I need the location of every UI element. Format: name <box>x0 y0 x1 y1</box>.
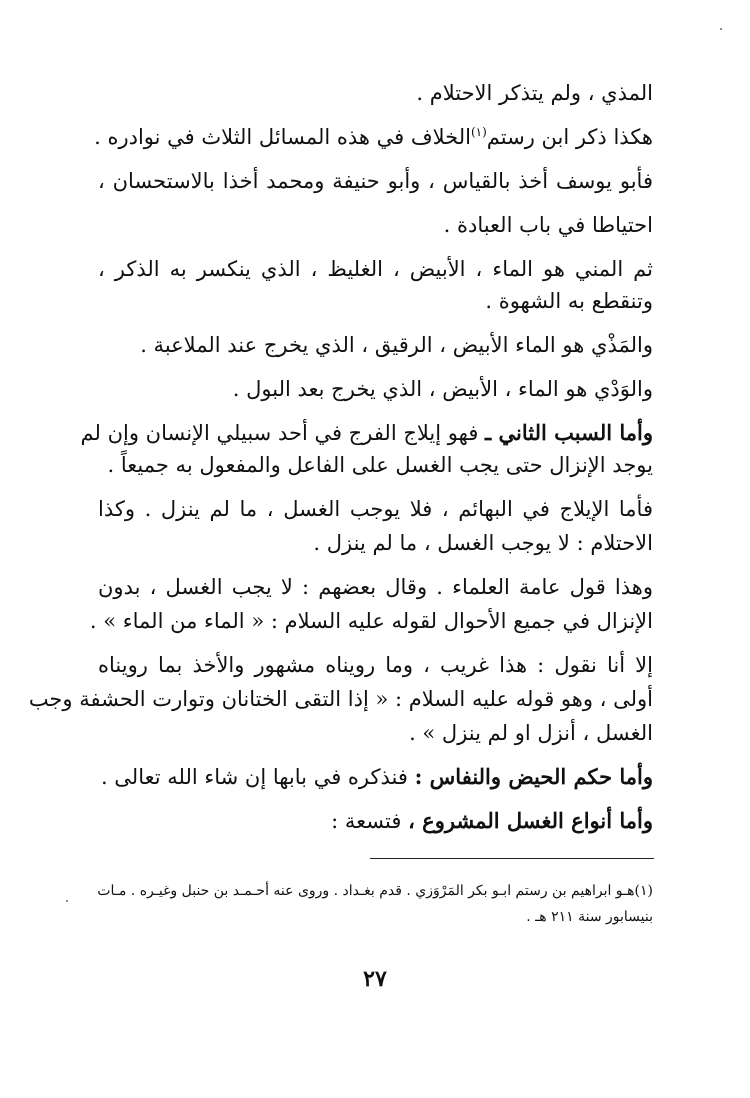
text-line-10: يوجد الإنزال حتى يجب الغسل على الفاعل والمفعول به جميعاً . <box>107 453 653 477</box>
text-segment: هكذا ذكر ابن رستم <box>486 125 653 149</box>
text-line-9 <box>80 418 653 448</box>
text-line-15: إلا أنا نقول : هذا غريب ، وما رويناه مشهور والأخذ بما رويناه <box>98 653 653 677</box>
text-segment: فتسعة : <box>331 809 402 833</box>
page-number: ٢٧ <box>363 966 387 992</box>
text-line-13: وهذا قول عامة العلماء . وقال بعضهم : لا يجب الغسل ، بدون <box>98 575 653 599</box>
footnote-reference: (١) <box>470 125 487 139</box>
text-line-3: فأبو يوسف أخذ بالقياس ، وأبو حنيفة ومحمد أخذا بالاستحسان ، <box>98 169 653 193</box>
text-line-12: الاحتلام : لا يوجب الغسل ، ما لم ينزل . <box>313 531 653 555</box>
text-line-8: والوَدْي هو الماء ، الأبيض ، الذي يخرج بعد البول . <box>232 377 653 401</box>
text-segment: فهو إيلاج الفرج في أحد سبيلي الإنسان وإن لم <box>80 421 479 445</box>
text-line-7: والمَذْي هو الماء الأبيض ، الرقيق ، الذي يخرج عند الملاعبة . <box>140 333 653 357</box>
text-line-6: وتنقطع به الشهوة . <box>485 289 653 313</box>
text-line-16: أولى ، وهو قوله عليه السلام : « إذا التقى الختانان وتوارت الحشفة وجب <box>28 687 653 711</box>
text-line-17: الغسل ، أنزل او لم ينزل » . <box>409 721 653 745</box>
section-heading: وأما أنواع الغسل المشروع ، <box>408 808 653 833</box>
text-line-1: المذي ، ولم يتذكر الاحتلام . <box>416 81 653 105</box>
text-line-14: الإنزال في جميع الأحوال لقوله عليه السلام : « الماء من الماء » . <box>89 609 653 633</box>
text-line-18 <box>101 762 653 792</box>
text-line-4: احتياطا في باب العبادة . <box>443 213 653 237</box>
section-heading: وأما السبب الثاني ـ <box>485 420 653 445</box>
section-heading: وأما حكم الحيض والنفاس : <box>414 764 653 789</box>
text-segment: الخلاف في هذه المسائل الثلاث في نوادره . <box>94 125 471 149</box>
text-line-2 <box>94 122 653 152</box>
text-line-11: فأما الإيلاج في البهائم ، فلا يوجب الغسل ، ما لم ينزل . وكذا <box>98 497 653 521</box>
text-line-19 <box>331 806 653 836</box>
scan-speck <box>66 900 68 902</box>
footnote-line-2: بنيسابور سنة ٢١١ هـ . <box>526 909 653 925</box>
text-line-5: ثم المني هو الماء ، الأبيض ، الغليظ ، الذي ينكسر به الذكر ، <box>98 257 653 281</box>
footnote-line-1: (١)هـو ابراهيم بن رستم ابـو بكر المَرْوَزي . قدم بغـداد . وروى عنه أحـمـد بن حنبل وغيـره . مـات <box>97 883 653 899</box>
footnote-divider <box>370 858 654 859</box>
text-segment: فنذكره في بابها إن شاء الله تعالى . <box>100 765 408 789</box>
scan-speck <box>720 28 722 30</box>
